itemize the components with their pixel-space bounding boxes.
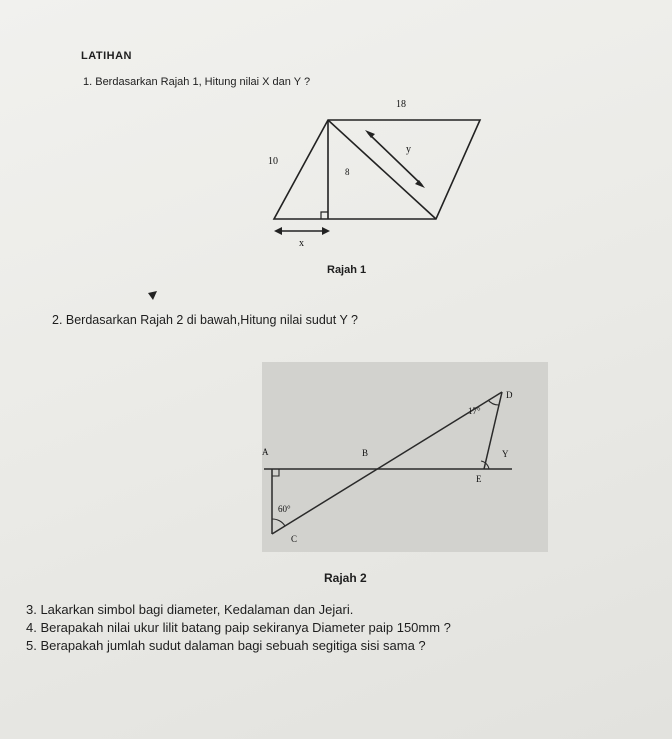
rajah-2-diagram xyxy=(262,362,548,552)
question-1: 1. Berdasarkan Rajah 1, Hitung nilai X dan Y ? xyxy=(83,76,311,88)
y-arrow-head-top xyxy=(365,130,375,138)
right-angle-mark xyxy=(321,212,328,219)
label-c: C xyxy=(291,534,298,544)
label-y: y xyxy=(406,144,411,155)
page-heading: LATIHAN xyxy=(81,50,132,62)
question-2: 2. Berdasarkan Rajah 2 di bawah,Hitung nilai sudut Y ? xyxy=(52,313,358,327)
question-4: 4. Berapakah nilai ukur lilit batang paip sekiranya Diameter paip 150mm ? xyxy=(26,620,451,635)
label-a: A xyxy=(262,447,269,457)
x-arrow-head-right xyxy=(322,227,330,235)
question-3: 3. Lakarkan simbol bagi diameter, Kedalaman dan Jejari. xyxy=(26,602,354,617)
rajah-1-diagram xyxy=(260,95,500,255)
y-arrow-line xyxy=(368,133,422,185)
label-60-degrees: 60° xyxy=(278,504,291,514)
label-d: D xyxy=(506,390,513,400)
label-x: x xyxy=(299,238,304,249)
label-18: 18 xyxy=(396,99,406,110)
y-arrow-head-bottom xyxy=(415,180,425,188)
question-5: 5. Berapakah jumlah sudut dalaman bagi sebuah segitiga sisi sama ? xyxy=(26,638,426,653)
bullet-marker xyxy=(148,291,158,301)
label-y: Y xyxy=(502,449,509,459)
x-arrow-head-left xyxy=(274,227,282,235)
rajah-2-caption: Rajah 2 xyxy=(324,571,367,585)
label-17-degrees: 17° xyxy=(468,406,481,416)
parallelogram xyxy=(274,120,480,219)
rajah-1-caption: Rajah 1 xyxy=(327,264,367,276)
label-e: E xyxy=(476,474,482,484)
label-b: B xyxy=(362,448,369,458)
label-10: 10 xyxy=(268,156,278,167)
label-8: 8 xyxy=(345,167,350,177)
